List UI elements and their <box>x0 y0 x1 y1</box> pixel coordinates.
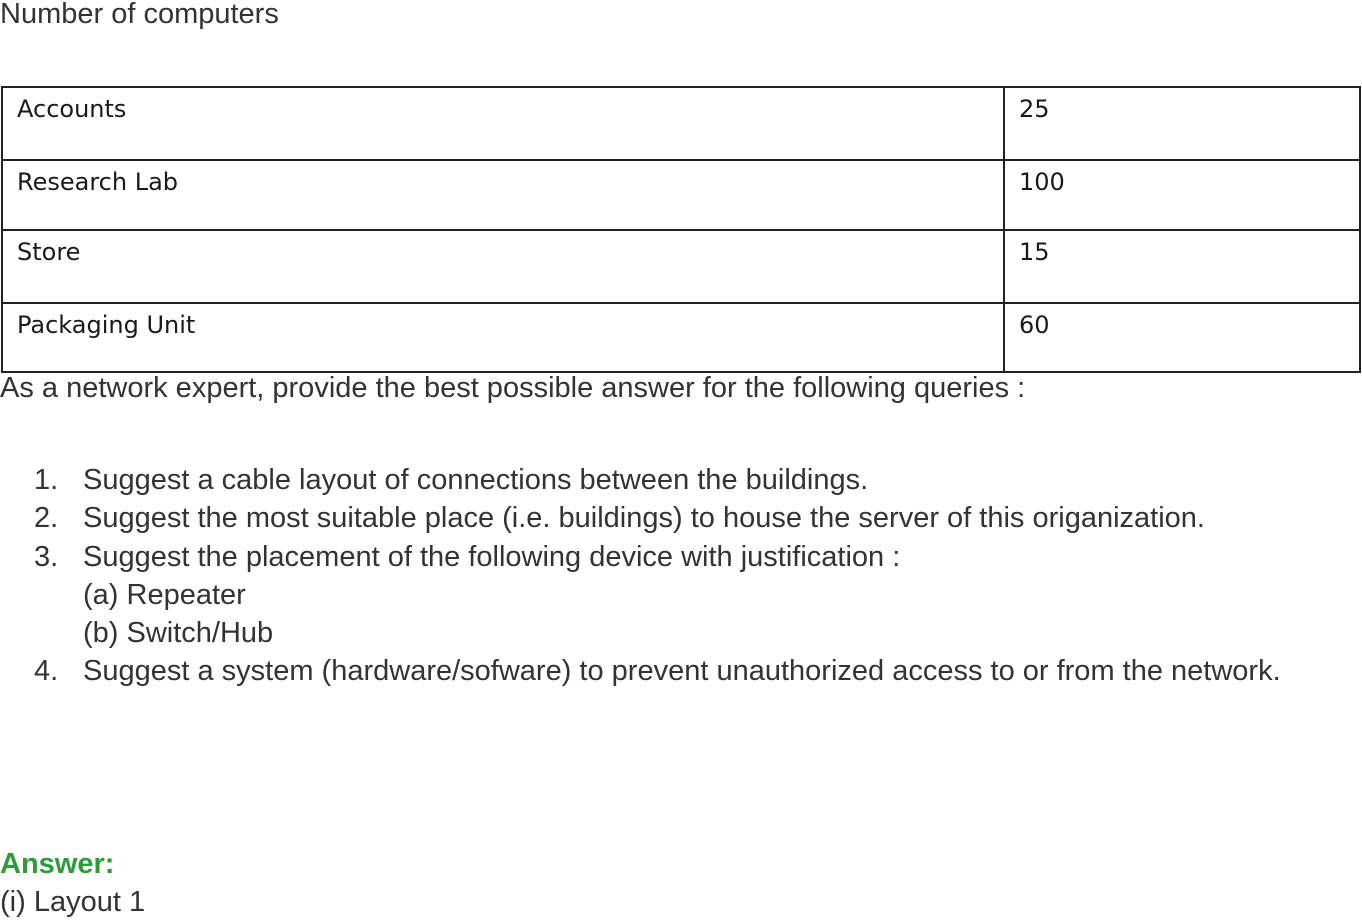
answer-heading: Answer: <box>0 848 115 880</box>
list-item <box>0 652 1320 690</box>
sub-item-repeater: (a) Repeater <box>83 578 246 611</box>
list-number: 1. <box>34 464 59 496</box>
computer-count-cell: 60 <box>1004 303 1360 372</box>
list-number: 2. <box>34 502 59 535</box>
list-number: 3. <box>34 540 59 573</box>
query-text: Suggest the most suitable place (i.e. buildings) to house the server of this origanization. <box>83 502 1205 535</box>
table-row <box>2 303 1360 372</box>
list-item <box>0 461 1320 499</box>
list-item <box>0 499 1320 537</box>
list-number: 4. <box>34 655 59 688</box>
computer-count-cell: 100 <box>1004 160 1360 230</box>
computer-count-cell: 15 <box>1004 230 1360 303</box>
sub-item-switch-hub: (b) Switch/Hub <box>83 617 274 650</box>
query-text: Suggest the placement of the following device with justification : <box>83 540 901 573</box>
computer-count-table <box>1 86 1361 373</box>
building-name-cell: Store <box>2 230 1004 303</box>
table-row <box>2 160 1360 230</box>
table-row <box>2 87 1360 160</box>
table-row <box>2 230 1360 303</box>
query-text: Suggest a system (hardware/sofware) to prevent unauthorized access to or from the network. <box>83 655 1281 688</box>
section-heading: Number of computers <box>0 0 279 30</box>
building-name-cell: Research Lab <box>2 160 1004 230</box>
query-list <box>0 461 1320 691</box>
answer-first-line: (i) Layout 1 <box>0 886 146 918</box>
building-name-cell: Packaging Unit <box>2 303 1004 372</box>
list-item <box>0 538 1320 653</box>
computer-count-cell: 25 <box>1004 87 1360 160</box>
intro-text: As a network expert, provide the best possible answer for the following queries : <box>0 372 1026 404</box>
building-name-cell: Accounts <box>2 87 1004 160</box>
query-text: Suggest a cable layout of connections between the buildings. <box>83 464 869 496</box>
